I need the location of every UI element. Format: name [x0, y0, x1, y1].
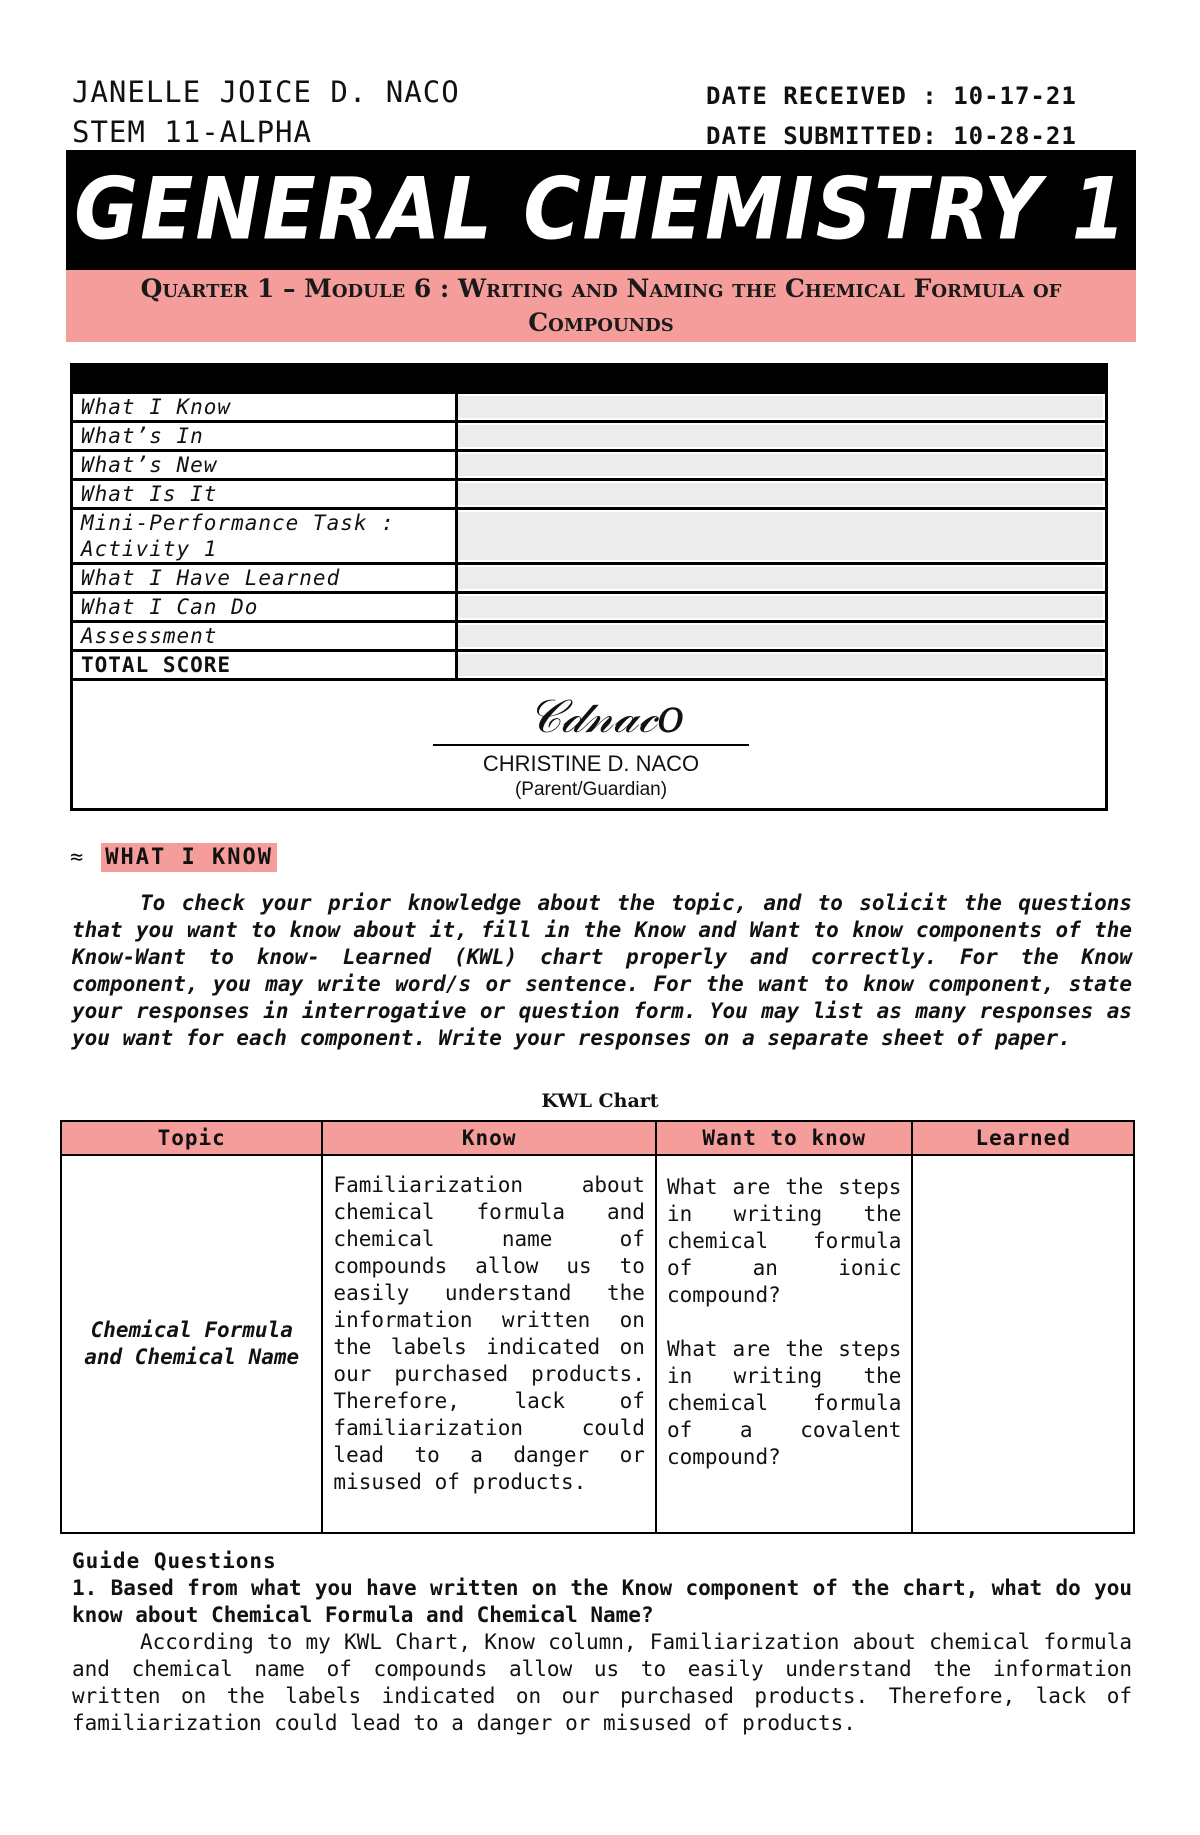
total-score-row — [73, 652, 1105, 681]
section-title: WHAT I KNOW — [101, 843, 277, 872]
guide-question: 1. Based from what you have written on the Know component of the chart, what do you know about Chemical Formula and Chemical Name? — [72, 1576, 1132, 1627]
score-row — [73, 510, 1105, 565]
signatory-role: (Parent/Guardian) — [514, 779, 668, 800]
kwl-header-topic: Topic — [61, 1121, 322, 1155]
total-score-label: TOTAL SCORE — [73, 652, 458, 678]
guide-answer: According to my KWL Chart, Know column, Familiarization about chemical formula and chemical name of compounds allow us to easily understand the information written on the labels indicated on our purchased products. Therefore, lack of familiarization could lead to a danger or misused of products. — [72, 1630, 1132, 1735]
kwl-topic-cell: Chemical Formula and Chemical Name — [61, 1155, 322, 1533]
kwl-caption: KWL Chart — [541, 1090, 659, 1112]
date-submitted: DATE SUBMITTED: 10-28-21 — [706, 122, 1077, 150]
kwl-learned-cell — [912, 1155, 1134, 1533]
score-row — [73, 594, 1105, 623]
score-table — [70, 363, 1108, 811]
score-label: What I Know — [73, 394, 458, 420]
student-info — [72, 72, 460, 152]
signature-image: 𝒞𝒹𝓃𝒶𝒸𝑜 — [528, 689, 685, 743]
score-value — [458, 512, 1103, 560]
score-table-header — [73, 366, 1105, 394]
kwl-header-learned: Learned — [912, 1121, 1134, 1155]
kwl-know-cell: Familiarization about chemical formula and chemical name of compounds allow us to easily understand the information written on the labels indicated on our purchased products. Therefore, lack of familiarization could lead to a danger or misused of products. — [322, 1155, 656, 1533]
score-value — [458, 596, 1103, 618]
student-section: STEM 11-ALPHA — [72, 115, 312, 149]
signature-line — [433, 744, 749, 746]
score-row — [73, 423, 1105, 452]
module-banner — [66, 270, 1136, 342]
score-label: What Is It — [73, 481, 458, 507]
score-row — [73, 394, 1105, 423]
section-header — [70, 843, 277, 872]
guide-questions — [72, 1548, 1132, 1737]
instructions — [72, 890, 1132, 1052]
kwl-header-want: Want to know — [656, 1121, 913, 1155]
module-title: Quarter 1 – Module 6 : Writing and Naming the Chemical Formula of Compounds — [140, 274, 1062, 337]
date-info — [706, 76, 1077, 156]
score-row — [73, 623, 1105, 652]
kwl-want-cell — [656, 1155, 913, 1533]
kwl-row — [61, 1155, 1134, 1533]
kwl-want-question: What are the steps in writing the chemical formula of a covalent compound? — [666, 1337, 902, 1469]
score-label: What I Have Learned — [73, 565, 458, 591]
kwl-header-know: Know — [322, 1121, 656, 1155]
score-row — [73, 452, 1105, 481]
date-received: DATE RECEIVED : 10-17-21 — [706, 82, 1077, 110]
kwl-want-question: What are the steps in writing the chemical formula of an ionic compound? — [666, 1175, 902, 1307]
score-label: What I Can Do — [73, 594, 458, 620]
score-row — [73, 481, 1105, 510]
document-title: GENERAL CHEMISTRY 1 — [74, 160, 1128, 260]
kwl-table — [60, 1120, 1135, 1534]
total-score-value — [458, 654, 1103, 676]
score-value — [458, 425, 1103, 447]
score-value — [458, 396, 1103, 418]
score-label: What’s In — [73, 423, 458, 449]
guide-title: Guide Questions — [72, 1549, 277, 1573]
signatory-name: CHRISTINE D. NACO — [482, 751, 700, 776]
student-name: JANELLE JOICE D. NACO — [72, 75, 460, 109]
score-value — [458, 567, 1103, 589]
score-label: Assessment — [73, 623, 458, 649]
score-label: Mini-Performance Task : Activity 1 — [73, 510, 458, 562]
score-label: What’s New — [73, 452, 458, 478]
title-banner — [66, 150, 1136, 270]
section-marker-icon: ≈ — [70, 845, 84, 870]
kwl-header-row — [61, 1121, 1134, 1155]
score-value — [458, 625, 1103, 647]
signature-area — [73, 681, 1105, 801]
instructions-text: To check your prior knowledge about the topic, and to solicit the questions that you want to know about it, fill in the Know and Want to know components of the Know-Want to know- Learned (KWL) chart properly and correctly. For the Know component, you may write word/s or sentence. For the want to know component, state your responses in interrogative or question form. You may list as many responses as you want for each component. Write your responses on a separate sheet of paper. — [72, 891, 1132, 1050]
score-value — [458, 483, 1103, 505]
score-value — [458, 454, 1103, 476]
score-row — [73, 565, 1105, 594]
